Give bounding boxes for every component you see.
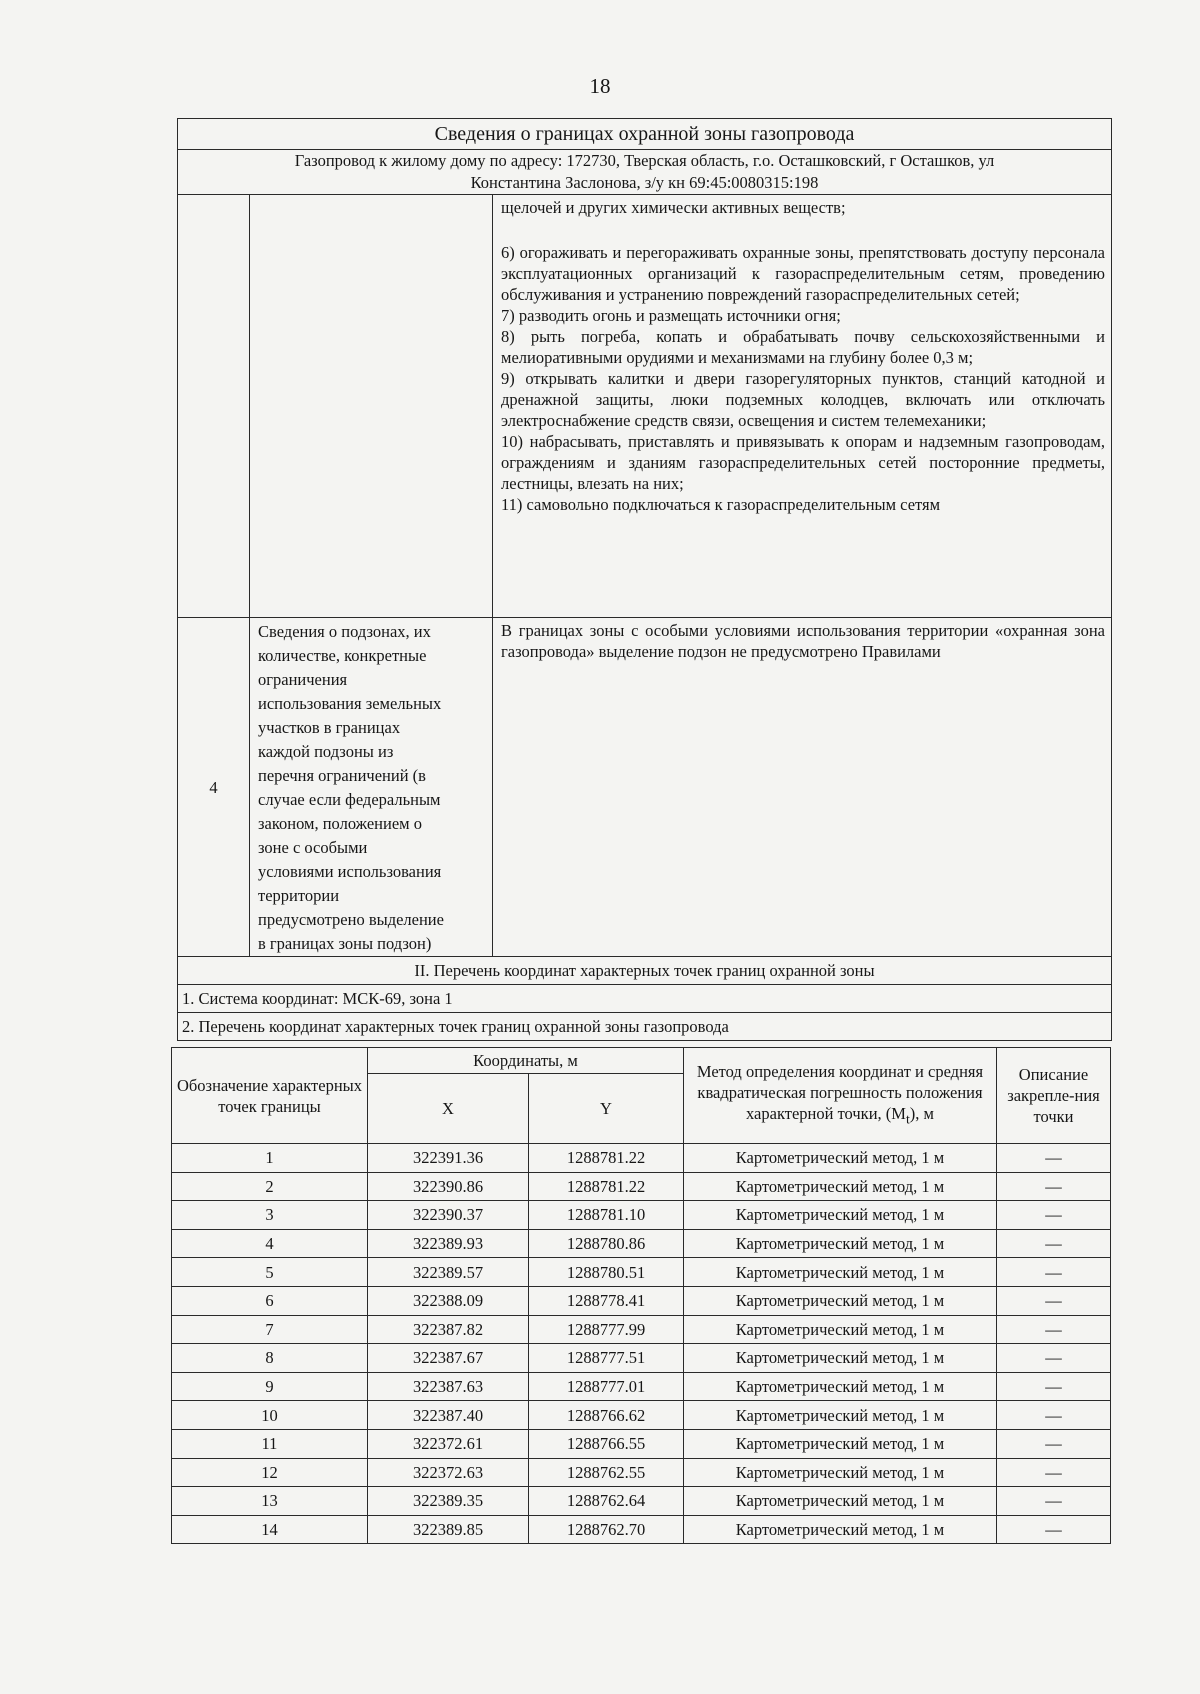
header-point: Обозначение характерных точек границы (172, 1048, 368, 1144)
table-row (172, 1401, 1111, 1430)
point-number: 13 (172, 1487, 368, 1516)
coord-method: Картометрический метод, 1 м (684, 1458, 997, 1487)
coord-x: 322372.61 (368, 1429, 529, 1458)
coord-x: 322389.85 (368, 1515, 529, 1544)
coord-description: — (997, 1372, 1111, 1401)
subzones-paragraph: В границах зоны с особыми условиями использования территории «охранная зона газопровода» выделение подзон не предусмотрено Правилами (501, 621, 1106, 661)
coord-description: — (997, 1429, 1111, 1458)
table-row (172, 1229, 1111, 1258)
coord-method: Картометрический метод, 1 м (684, 1315, 997, 1344)
label-line: перечня ограничений (в (258, 766, 426, 785)
coord-x: 322387.40 (368, 1401, 529, 1430)
restriction-paragraph: 6) огораживать и перегораживать охранные зоны, препятствовать доступу персонала эксплуатационных организаций к газораспределительным сетям, проведению обслуживания и устранению повреждений газораспределительных сетей; (501, 243, 1106, 304)
coord-method: Картометрический метод, 1 м (684, 1172, 997, 1201)
coord-method: Картометрический метод, 1 м (684, 1201, 997, 1230)
table-row (172, 1315, 1111, 1344)
coord-y: 1288762.70 (529, 1515, 684, 1544)
coord-method: Картометрический метод, 1 м (684, 1429, 997, 1458)
point-number: 4 (172, 1229, 368, 1258)
table-row (172, 1429, 1111, 1458)
coord-description: — (997, 1286, 1111, 1315)
point-number: 12 (172, 1458, 368, 1487)
coord-method: Картометрический метод, 1 м (684, 1144, 997, 1173)
coord-description: — (997, 1458, 1111, 1487)
label-line: использования земельных (258, 694, 442, 713)
restriction-paragraph: 8) рыть погреба, копать и обрабатывать почву сельскохозяйственными и мелиоративными орудиями и механизмами на глубину более 0,3 м; (501, 327, 1106, 367)
point-number: 7 (172, 1315, 368, 1344)
object-address-line1: Газопровод к жилому дому по адресу: 172730, Тверская область, г.о. Осташковский, г Осташков, ул (294, 151, 995, 170)
point-number: 11 (172, 1429, 368, 1458)
header-method (684, 1048, 997, 1144)
coord-y: 1288781.22 (529, 1172, 684, 1201)
label-line: участков в границах (258, 718, 401, 737)
coord-x: 322389.57 (368, 1258, 529, 1287)
coord-method: Картометрический метод, 1 м (684, 1229, 997, 1258)
row-number-cell (178, 195, 250, 618)
coord-description: — (997, 1315, 1111, 1344)
section-title: II. Перечень координат характерных точек границ охранной зоны (178, 957, 1112, 985)
coord-x: 322391.36 (368, 1144, 529, 1173)
coord-x: 322389.35 (368, 1487, 529, 1516)
label-line: предусмотрено выделение (258, 910, 444, 929)
header-method-subscript: t (905, 1111, 910, 1127)
paragraph-gap (501, 218, 1105, 242)
coord-description: — (997, 1172, 1111, 1201)
coord-x: 322390.37 (368, 1201, 529, 1230)
coord-x: 322387.63 (368, 1372, 529, 1401)
point-number: 1 (172, 1144, 368, 1173)
table-row (172, 1286, 1111, 1315)
coord-y: 1288777.99 (529, 1315, 684, 1344)
coord-y: 1288777.51 (529, 1344, 684, 1373)
restrictions-text (493, 195, 1112, 618)
header-coordinates: Координаты, м (368, 1048, 684, 1074)
coord-x: 322387.67 (368, 1344, 529, 1373)
point-number: 2 (172, 1172, 368, 1201)
row-name-cell (250, 195, 493, 618)
coord-y: 1288781.22 (529, 1144, 684, 1173)
table-row (172, 1458, 1111, 1487)
point-number: 6 (172, 1286, 368, 1315)
table-row (172, 1344, 1111, 1373)
coord-x: 322390.86 (368, 1172, 529, 1201)
coord-method: Картометрический метод, 1 м (684, 1515, 997, 1544)
coord-y: 1288766.62 (529, 1401, 684, 1430)
table-row-subzones (178, 618, 1112, 957)
coord-x: 322389.93 (368, 1229, 529, 1258)
table-row (172, 1515, 1111, 1544)
label-line: ограничения (258, 670, 348, 689)
coord-description: — (997, 1344, 1111, 1373)
restriction-paragraph: 9) открывать калитки и двери газорегуляторных пунктов, станций катодной и дренажной защиты, люки подземных колодцев, включать или отключать электроснабжение средств связи, освещения и систем телемеханики; (501, 369, 1106, 430)
coord-method: Картометрический метод, 1 м (684, 1401, 997, 1430)
point-number: 10 (172, 1401, 368, 1430)
coord-description: — (997, 1144, 1111, 1173)
coord-x: 322372.63 (368, 1458, 529, 1487)
point-number: 8 (172, 1344, 368, 1373)
coord-description: — (997, 1487, 1111, 1516)
row-number: 4 (178, 618, 250, 957)
coord-description: — (997, 1515, 1111, 1544)
coord-description: — (997, 1229, 1111, 1258)
restriction-paragraph: 11) самовольно подключаться к газораспределительным сетям (501, 495, 941, 514)
table-row-continuation (178, 195, 1112, 618)
header-y: Y (529, 1074, 684, 1144)
point-number: 5 (172, 1258, 368, 1287)
table-row (172, 1372, 1111, 1401)
coordinate-list-title: 2. Перечень координат характерных точек границ охранной зоны газопровода (178, 1013, 1112, 1041)
coord-x: 322387.82 (368, 1315, 529, 1344)
label-line: территории (258, 886, 340, 905)
coord-method: Картометрический метод, 1 м (684, 1286, 997, 1315)
coord-y: 1288777.01 (529, 1372, 684, 1401)
coord-description: — (997, 1258, 1111, 1287)
subzones-text (493, 618, 1112, 957)
label-line: законом, положением о (258, 814, 422, 833)
coordinates-table (171, 1047, 1111, 1544)
restriction-paragraph: 7) разводить огонь и размещать источники огня; (501, 306, 841, 325)
table-title: Сведения о границах охранной зоны газопровода (178, 119, 1112, 150)
label-line: в границах зоны подзон) (258, 934, 432, 953)
point-number: 3 (172, 1201, 368, 1230)
coord-method: Картометрический метод, 1 м (684, 1372, 997, 1401)
object-address-line2: Константина Заслонова, з/у кн 69:45:0080315:198 (470, 173, 819, 192)
restriction-paragraph: щелочей и других химически активных веществ; (501, 198, 846, 217)
coord-y: 1288780.51 (529, 1258, 684, 1287)
table-row (172, 1172, 1111, 1201)
table-row (172, 1487, 1111, 1516)
label-line: условиями использования (258, 862, 442, 881)
coord-method: Картометрический метод, 1 м (684, 1487, 997, 1516)
coord-method: Картометрический метод, 1 м (684, 1258, 997, 1287)
label-line: каждой подзоны из (258, 742, 394, 761)
subzones-label (250, 618, 493, 957)
header-description: Описание закрепле-ния точки (997, 1048, 1111, 1144)
coord-y: 1288781.10 (529, 1201, 684, 1230)
header-method-text: Метод определения координат и средняя квадратическая погрешность положения характерной точки, (M (696, 1062, 984, 1124)
header-x: X (368, 1074, 529, 1144)
coord-y: 1288780.86 (529, 1229, 684, 1258)
point-number: 9 (172, 1372, 368, 1401)
label-line: зоне с особыми (258, 838, 368, 857)
zone-info-table (177, 118, 1112, 1041)
object-address (178, 150, 1112, 195)
coordinate-system: 1. Система координат: МСК-69, зона 1 (178, 985, 1112, 1013)
coord-method: Картометрический метод, 1 м (684, 1344, 997, 1373)
coord-y: 1288766.55 (529, 1429, 684, 1458)
coord-description: — (997, 1401, 1111, 1430)
coord-y: 1288778.41 (529, 1286, 684, 1315)
point-number: 14 (172, 1515, 368, 1544)
header-method-unit: ), м (909, 1104, 934, 1124)
restriction-paragraph: 10) набрасывать, приставлять и привязывать к опорам и надземным газопроводам, ограждениям и зданиям газораспределительных сетей посторонние предметы, лестницы, влезать на них; (501, 432, 1106, 493)
page-number: 18 (589, 74, 611, 98)
table-row (172, 1201, 1111, 1230)
label-line: случае если федеральным (258, 790, 441, 809)
label-line: Сведения о подзонах, их (258, 622, 431, 641)
label-line: количестве, конкретные (258, 646, 427, 665)
coord-y: 1288762.64 (529, 1487, 684, 1516)
coord-x: 322388.09 (368, 1286, 529, 1315)
coord-y: 1288762.55 (529, 1458, 684, 1487)
coord-description: — (997, 1201, 1111, 1230)
table-row (172, 1144, 1111, 1173)
coordinates-body (172, 1144, 1111, 1544)
table-row (172, 1258, 1111, 1287)
